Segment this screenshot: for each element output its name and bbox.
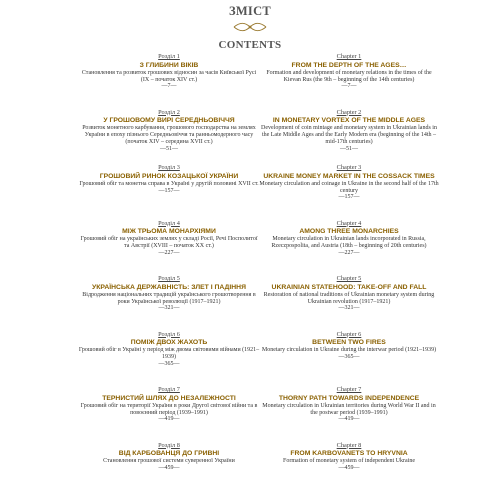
page-title-en: CONTENTS (218, 39, 282, 51)
page-number: —419— (338, 416, 360, 423)
section-label: Chapter 3 (336, 164, 362, 171)
section-heading: UKRAINE MONEY MARKET IN THE COSSACK TIMES (263, 172, 435, 180)
section-label: Chapter 8 (336, 441, 362, 449)
section-heading: THORNY PATH TOWARDS INDEPENDENCE (278, 394, 420, 402)
section-heading: ГРОШОВИЙ РИНОК КОЗАЦЬКОЇ УКРАЇНИ (99, 172, 239, 180)
page-number: —157— (158, 187, 180, 194)
section-label: Chapter 2 (336, 108, 362, 116)
section-label: Розділ 6 (158, 330, 180, 338)
toc-entry[interactable] (258, 331, 440, 387)
page-number: —51— (340, 145, 358, 152)
section-label: Розділ 3 (158, 164, 180, 171)
toc-entry[interactable] (78, 275, 260, 331)
toc-entry[interactable] (258, 386, 440, 442)
page-number: —419— (158, 416, 180, 423)
toc-entry[interactable] (258, 164, 440, 220)
section-description: Розвиток монетного карбування, грошового господарства на землях України в епоху пізнього Середньовіччя та ранньомодерного часу (початок XIV – середина XVII ст.) (82, 125, 256, 145)
toc-entry[interactable] (78, 109, 260, 165)
page-number: —365— (338, 354, 360, 360)
english-column (258, 53, 440, 497)
page-number: —7— (341, 83, 357, 90)
section-description: Restoration of national traditions of Ukrainian monetary system during Ukrainian revolution (1917–1921) (263, 291, 435, 305)
section-description: Monetary circulation and coinage in Ukraine in the second half of the 17th century (259, 180, 439, 194)
page-number: —227— (338, 249, 360, 256)
page-number: —459— (158, 465, 180, 471)
section-heading: IN MONETARY VORTEX OF THE MIDDLE AGES (272, 117, 426, 125)
section-label: Chapter 1 (336, 53, 362, 60)
section-description: Monetary circulation in Ukraine during the interwar period (1921–1939) (261, 347, 437, 354)
section-heading: FROM KARBOVANETS TO HRYVNIA (290, 450, 408, 458)
section-label: Розділ 4 (158, 219, 180, 227)
section-description: Відродження національних традицій українського грошотворення в роки Української революції (1917–1921) (82, 291, 256, 305)
page-number: —157— (338, 194, 360, 201)
toc-entry[interactable] (78, 331, 260, 387)
ukrainian-column (78, 53, 260, 497)
section-label: Chapter 5 (336, 275, 362, 282)
section-heading: ТЕРНИСТИЙ ШЛЯХ ДО НЕЗАЛЕЖНОСТІ (102, 394, 236, 402)
section-label: Chapter 7 (336, 386, 362, 393)
section-heading: З ГЛИБИНИ ВІКІВ (139, 61, 199, 69)
section-description: Грошовий обіг в Україні у період між двома світовими війнами (1921–1939) (78, 347, 260, 360)
section-label: Chapter 6 (336, 330, 362, 338)
section-label: Chapter 4 (336, 219, 362, 227)
section-description: Monetary circulation in Ukrainian lands incorporated in Russia, Rzeczpospolita, and Austria (18th – beginning of 20th centuries) (271, 236, 427, 249)
section-description: Грошовий обіг на території України в роки Другої світової війни та в повоєнний період (1939–1991) (80, 402, 258, 416)
section-description: Становлення грошової системи суверенної України (103, 458, 235, 465)
section-heading: ПОМІЖ ДВОХ ЖАХОТЬ (130, 339, 208, 347)
toc-entry[interactable] (78, 442, 260, 498)
section-heading: ВІД КАРБОВАНЦЯ ДО ГРИВНІ (118, 450, 220, 458)
section-heading: FROM THE DEPTH OF THE AGES… (291, 61, 407, 69)
page-number: —365— (158, 360, 180, 367)
page-number: —7— (161, 83, 177, 90)
toc-entry[interactable] (78, 53, 260, 109)
section-label: Розділ 8 (158, 441, 180, 449)
section-heading: У ГРОШОВОМУ ВИРІ СЕРЕДНЬОВІЧЧЯ (103, 117, 235, 125)
section-heading: BETWEEN TWO FIRES (312, 339, 386, 347)
section-label: Розділ 7 (158, 386, 180, 393)
page-number: —321— (338, 305, 360, 312)
page-number: —459— (338, 465, 360, 471)
section-heading: УКРАЇНСЬКА ДЕРЖАВНІСТЬ: ЗЛЕТ І ПАДІННЯ (92, 283, 246, 291)
page-title-ua: ЗМІСТ (228, 4, 272, 18)
toc-entry[interactable] (258, 275, 440, 331)
toc-entry[interactable] (258, 442, 440, 498)
toc-entry[interactable] (78, 220, 260, 276)
section-description: Грошовий обіг та монетна справа в Україні у другій половині XVII ст. (79, 180, 259, 187)
toc-entry[interactable] (78, 386, 260, 442)
section-description: Становлення та розвиток грошових відносин за часів Київської Русі (IX – початок XIV ст.) (81, 69, 257, 83)
toc-entry[interactable] (78, 164, 260, 220)
section-description: Грошовий обіг на українських землях у складі Росії, Речі Посполитої та Австрії (XVIII – початок XX ст.) (80, 236, 258, 249)
section-heading: AMONG THREE MONARCHIES (299, 228, 399, 236)
page-number: —321— (158, 305, 180, 312)
section-label: Розділ 2 (158, 108, 180, 116)
section-heading: UKRAINIAN STATEHOOD: TAKE-OFF AND FALL (271, 283, 427, 291)
section-description: Development of coin mintage and monetary system in Ukrainian lands in the Late Middle Ages and the Early Modern era (beginning of the 14th – mid-17th centuries) (261, 125, 437, 145)
toc-entry[interactable] (258, 109, 440, 165)
toc-entry[interactable] (258, 220, 440, 276)
section-label: Розділ 1 (158, 53, 180, 60)
section-description: Formation of monetary system of independent Ukraine (283, 458, 415, 465)
page-number: —51— (160, 145, 178, 152)
section-description: Monetary circulation in Ukrainian territories during World War II and in the postwar period (1939–1991) (262, 402, 436, 416)
section-label: Розділ 5 (158, 275, 180, 282)
toc-entry[interactable] (258, 53, 440, 109)
ornament-icon (232, 21, 268, 33)
section-heading: МІЖ ТРЬОМА МОНАРХІЯМИ (122, 228, 216, 236)
page-number: —227— (158, 249, 180, 256)
section-description: Formation and development of monetary relations in the times of the Kievan Rus (the 9th – beginning of the 14th centuries) (266, 69, 432, 83)
